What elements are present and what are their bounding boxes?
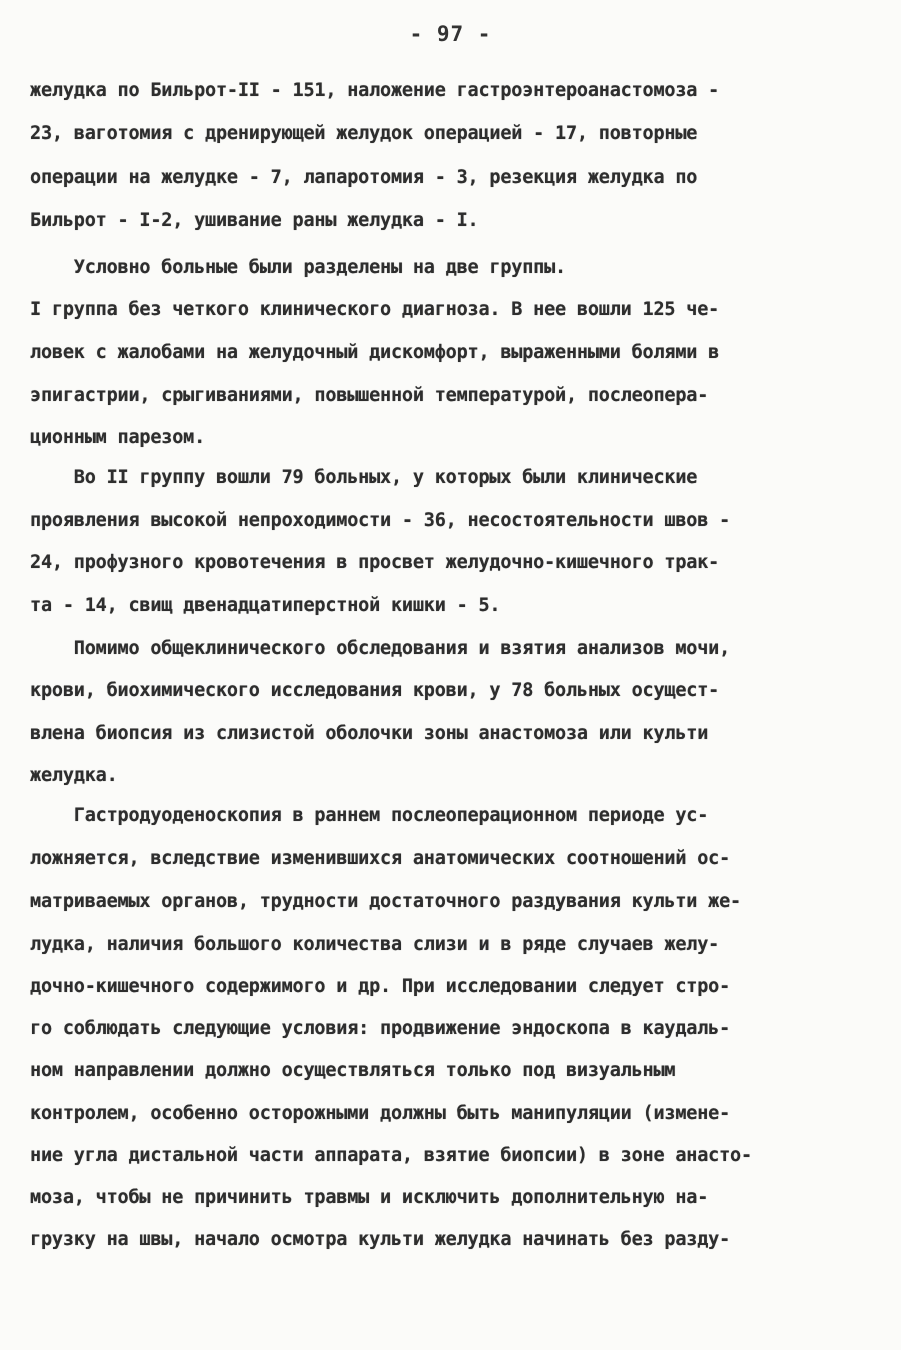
text-line: лудка, наличия большого количества слизи и в ряде случаев желу- — [30, 934, 720, 955]
text-line: Во II группу вошли 79 больных, у которых были клинические — [30, 467, 698, 488]
page-number: - 97 - — [409, 22, 492, 46]
text-line: желудка. — [30, 765, 118, 786]
text-line: ционным парезом. — [30, 427, 206, 448]
text-line: 24, профузного кровотечения в просвет желудочно-кишечного трак- — [30, 552, 720, 573]
text-line: 23, ваготомия с дренирующей желудок операцией - 17, повторные — [30, 123, 698, 144]
text-line: эпигастрии, срыгиваниями, повышенной температурой, послеопера- — [30, 385, 709, 406]
text-line: грузку на швы, начало осмотра культи желудка начинать без разду- — [30, 1229, 731, 1250]
text-line: Помимо общеклинического обследования и взятия анализов мочи, — [30, 638, 731, 659]
text-line: дочно-кишечного содержимого и др. При исследовании следует стро- — [30, 976, 731, 997]
text-line: ние угла дистальной части аппарата, взятие биопсии) в зоне анасто- — [30, 1145, 752, 1166]
text-line: желудка по Бильрот-II - 151, наложение гастроэнтероанастомоза - — [30, 80, 720, 101]
text-line: Гастродуоденоскопия в раннем послеоперационном периоде ус- — [30, 805, 709, 826]
text-line: ловек с жалобами на желудочный дискомфорт, выраженными болями в — [30, 342, 720, 363]
text-line: матриваемых органов, трудности достаточного раздувания культи же- — [30, 891, 741, 912]
text-line: Условно больные были разделены на две группы. — [30, 257, 566, 278]
text-line: та - 14, свищ двенадцатиперстной кишки - 5. — [30, 595, 501, 616]
text-line: крови, биохимического исследования крови, у 78 больных осущест- — [30, 680, 720, 701]
text-line: контролем, особенно осторожными должны быть манипуляции (измене- — [30, 1103, 731, 1124]
text-line: ложняется, вследствие изменившихся анатомических соотношений ос- — [30, 848, 731, 869]
text-line: операции на желудке - 7, лапаротомия - 3, резекция желудка по — [30, 167, 698, 188]
text-line: го соблюдать следующие условия: продвижение эндоскопа в каудаль- — [30, 1018, 731, 1039]
text-line: проявления высокой непроходимости - 36, несостоятельности швов - — [30, 510, 731, 531]
text-line: Бильрот - I-2, ушивание раны желудка - I. — [30, 210, 479, 231]
text-line: моза, чтобы не причинить травмы и исключить дополнительную на- — [30, 1187, 709, 1208]
text-line: влена биопсия из слизистой оболочки зоны анастомоза или культи — [30, 723, 709, 744]
text-line: I группа без четкого клинического диагноза. В нее вошли 125 че- — [30, 299, 720, 320]
text-line: ном направлении должно осуществляться только под визуальным — [30, 1060, 676, 1081]
